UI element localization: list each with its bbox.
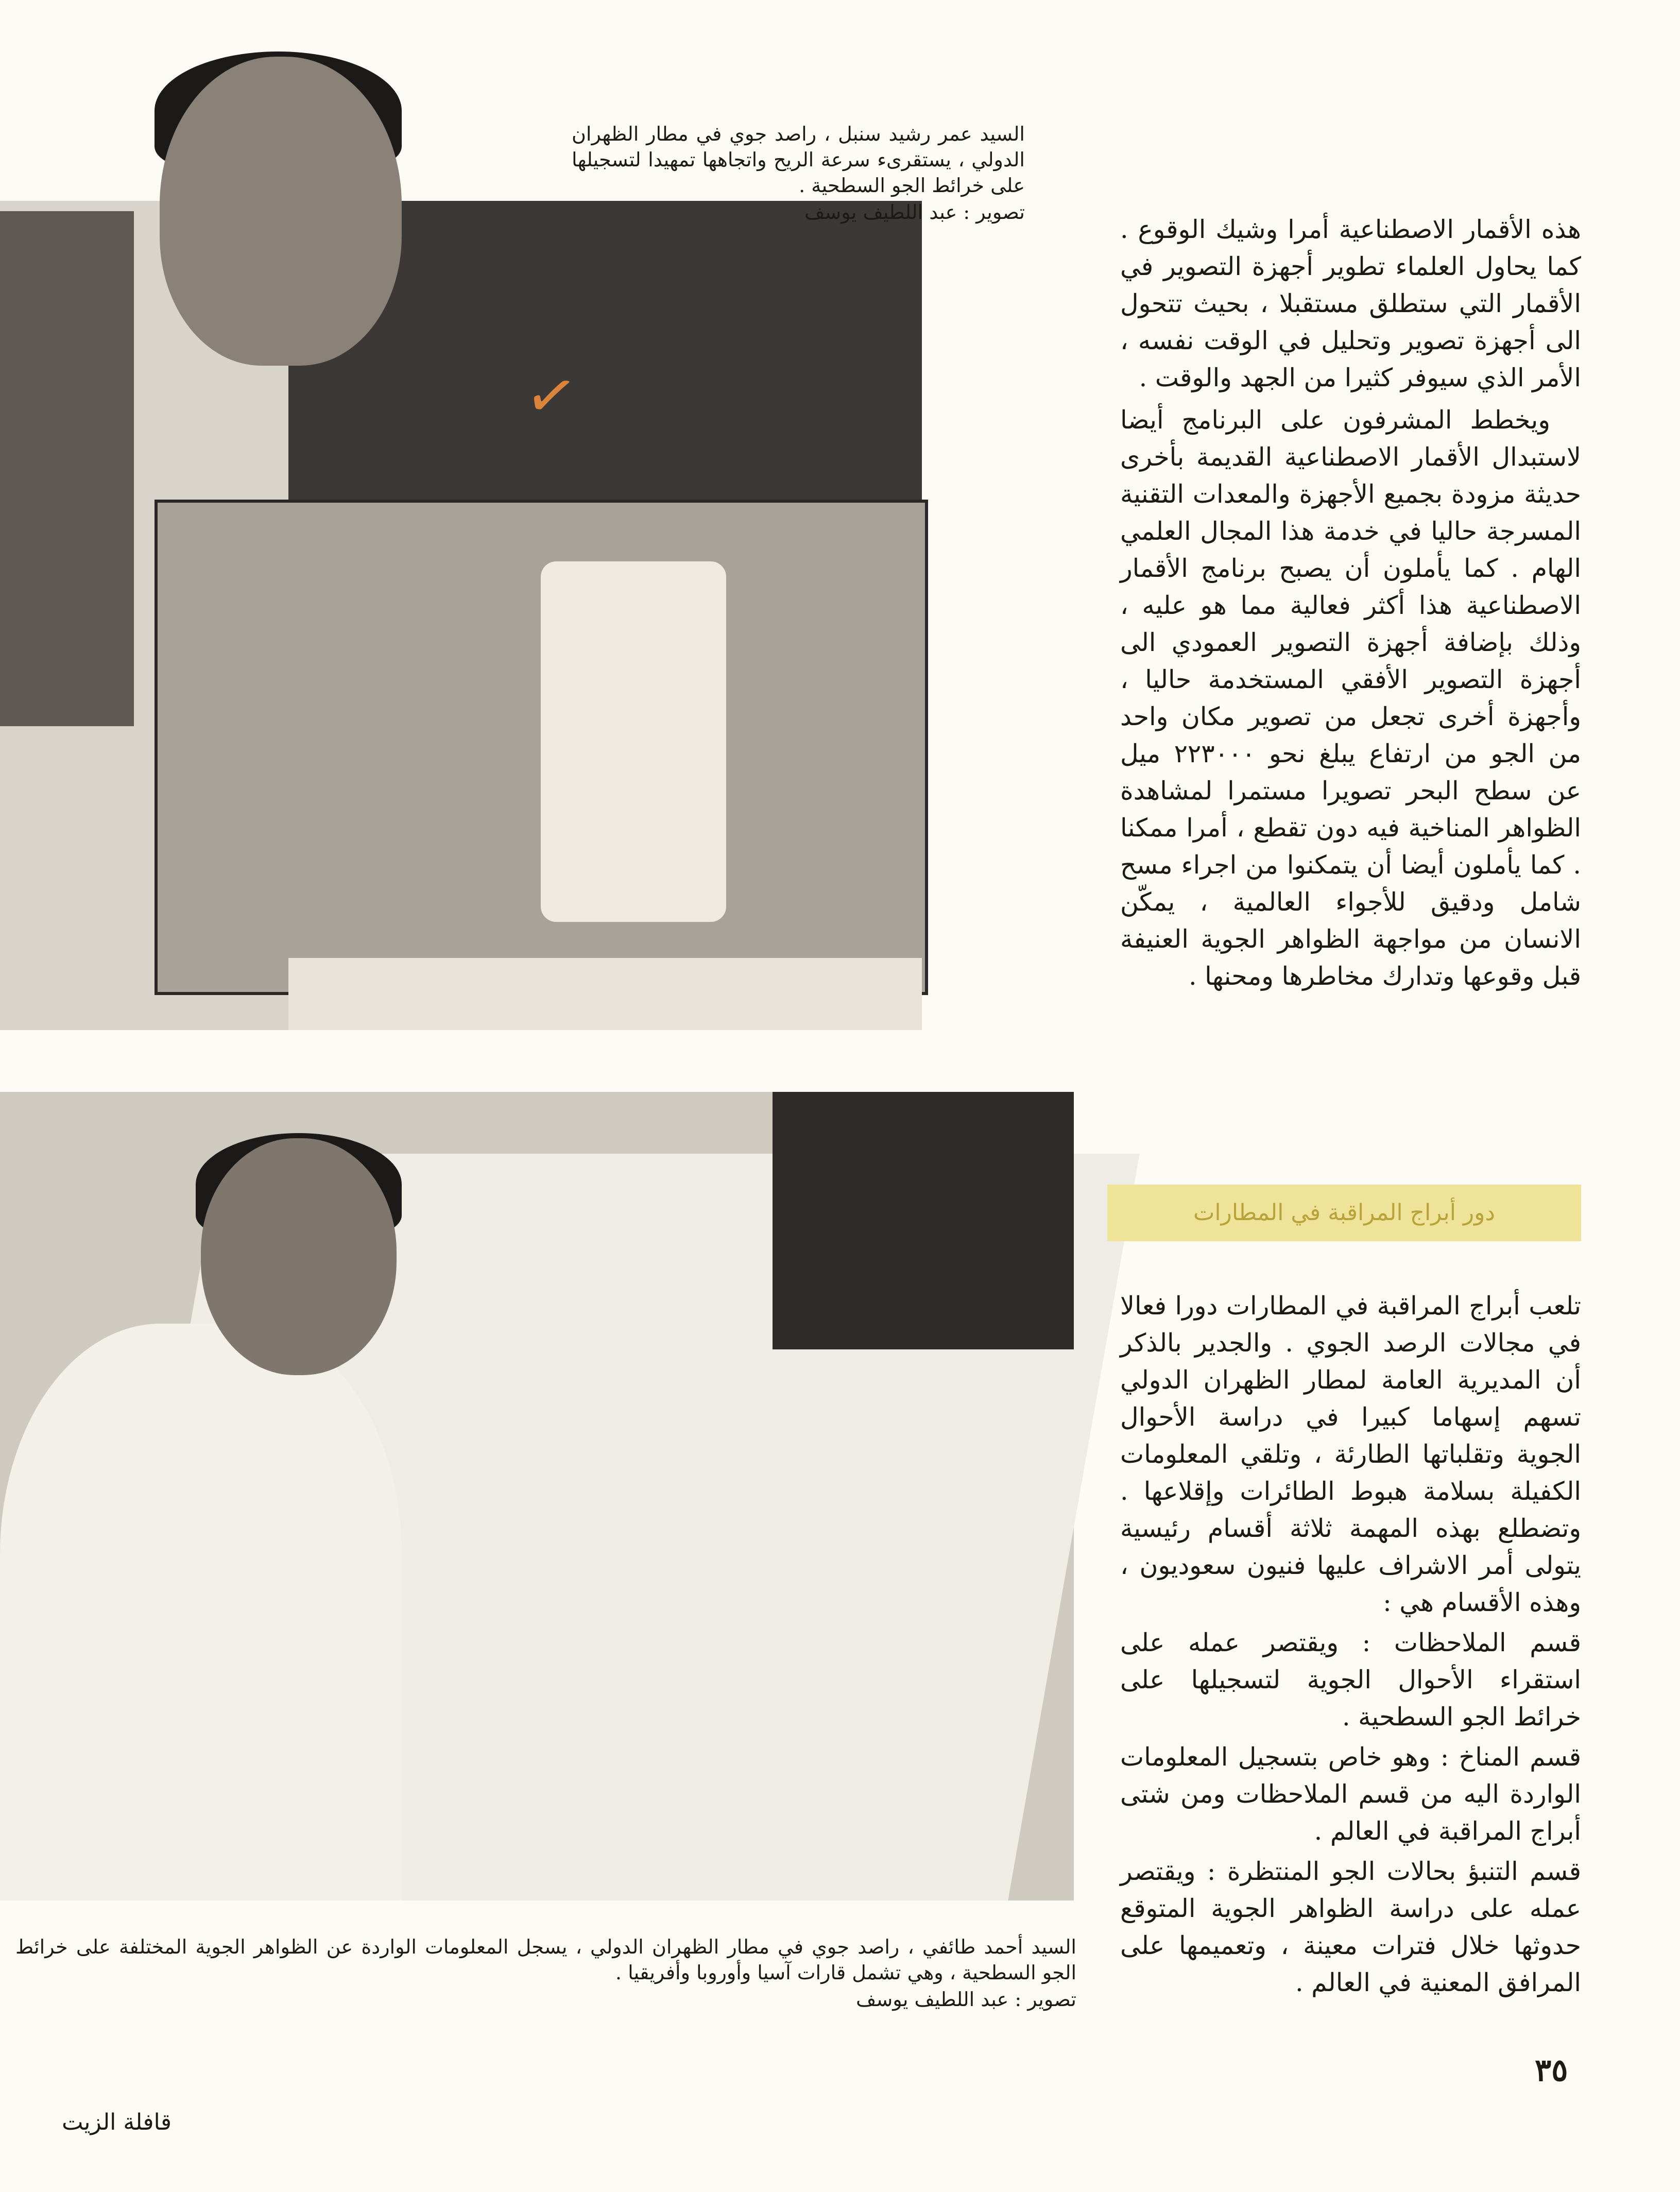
- caption-top-credit: تصوير : عبد اللطيف يوسف: [804, 201, 1025, 224]
- article-paragraph: قسم المناخ : وهو خاص بتسجيل المعلومات الواردة اليه من قسم الملاحظات ومن شتى أبراج المراقبة في العالم .: [1120, 1742, 1581, 1846]
- article-paragraph: قسم الملاحظات : ويقتصر عمله على استقراء الأحوال الجوية لتسجيلها على خرائط الجو السطحية .: [1120, 1628, 1581, 1732]
- section-heading: دور أبراج المراقبة في المطارات: [1107, 1185, 1581, 1241]
- caption-bottom-text: السيد أحمد طائفي ، راصد جوي في مطار الظهران الدولي ، يسجل المعلومات الواردة عن الظواهر الجوية المختلفة على خرائط الجو السطحية ، وهي تشمل قارات آسيا وأوروبا وأفريقيا .: [15, 1936, 1076, 1984]
- checkmark-icon: ✓: [519, 356, 583, 436]
- magazine-name: قافلة الزيت: [62, 2109, 172, 2135]
- article-paragraph: تلعب أبراج المراقبة في المطارات دورا فعالا في مجالات الرصد الجوي . والجدير بالذكر أن المديرية العامة لمطار الظهران الدولي تسهم إسهاما كبيرا في دراسة الأحوال الجوية وتقلباتها الطارئة ، وتلقي المعلومات الكفيلة بسلامة هبوط الطائرات وإقلاعها . وتضطلع بهذه المهمة ثلاثة أقسام رئيسية يتولى أمر الاشراف عليها فنيون سعوديون ، وهذه الأقسام هي :: [1120, 1291, 1581, 1617]
- caption-top: [572, 121, 1025, 225]
- caption-top-text: السيد عمر رشيد سنبل ، راصد جوي في مطار الظهران الدولي ، يستقرىء سرعة الريح واتجاهها تمهيدا لتسجيلها على خرائط الجو السطحية .: [572, 123, 1025, 197]
- article-paragraph: هذه الأقمار الاصطناعية أمرا وشيك الوقوع . كما يحاول العلماء تطوير أجهزة التصوير في الأقمار التي ستطلق مستقبلا ، بحيث تتحول الى أجهزة تصوير وتحليل في الوقت نفسه ، الأمر الذي سيوفر كثيرا من الجهد والوقت .: [1120, 215, 1581, 392]
- article-paragraph: قسم التنبؤ بحالات الجو المنتظرة : ويقتصر عمله على دراسة الظواهر الجوية المتوقع حدوثها خلال فترات معينة ، وتعميمها على المرافق المعنية في العالم .: [1120, 1857, 1581, 1997]
- page-number: ٣٥: [1535, 2052, 1568, 2088]
- photo-observer-maps: [0, 1092, 1074, 1900]
- article-paragraph: ويخطط المشرفون على البرنامج أيضا لاستبدال الأقمار الاصطناعية القديمة بأخرى حديثة مزودة بجميع الأجهزة والمعدات التقنية المسرجة حاليا في خدمة هذا المجال العلمي الهام . كما يأملون أن يصبح برنامج الأقمار الاصطناعية هذا أكثر فعالية مما هو عليه ، وذلك بإضافة أجهزة التصوير العمودي الى أجهزة التصوير الأفقي المستخدمة حاليا ، وأجهزة أخرى تجعل من تصوير مكان واحد من الجو من ارتفاع يبلغ نحو ٢٢٣٠٠٠ ميل عن سطح البحر تصويرا مستمرا لمشاهدة الظواهر المناخية فيه دون تقطع ، أمرا ممكنا . كما يأملون أيضا أن يتمكنوا من اجراء مسح شامل ودقيق للأجواء العالمية ، يمكّن الانسان من مواجهة الظواهر الجوية العنيفة قبل وقوعها وتدارك مخاطرها ومحنها .: [1120, 405, 1582, 991]
- article-column-upper: [1120, 211, 1581, 1000]
- caption-bottom-credit: تصوير : عبد اللطيف يوسف: [856, 1988, 1076, 2011]
- caption-bottom: [15, 1934, 1076, 2012]
- article-column-lower: [1120, 1288, 1581, 2005]
